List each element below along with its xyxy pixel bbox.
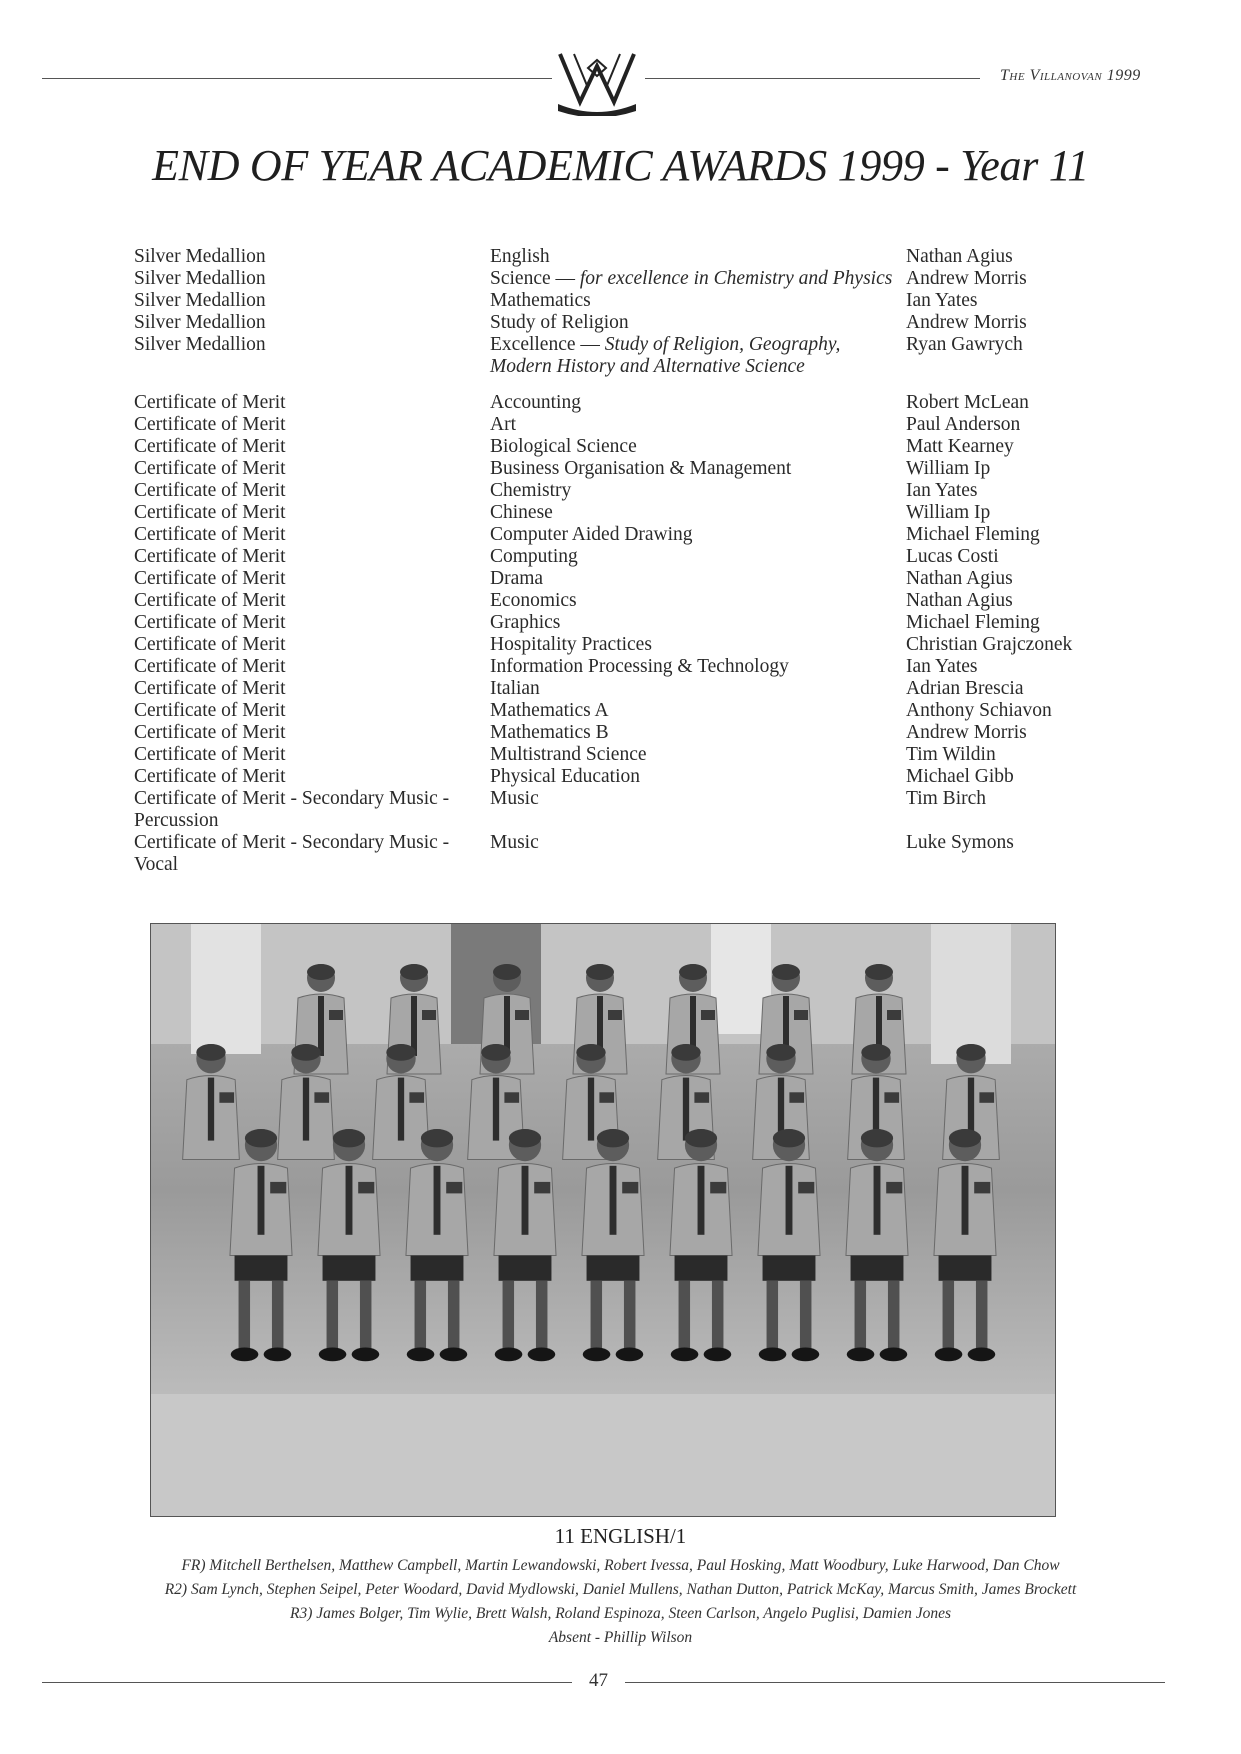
award-row [134, 678, 1144, 700]
award-recipient: Luke Symons [906, 832, 1014, 853]
award-subject [490, 766, 906, 788]
subject-name: Science — [490, 268, 580, 289]
school-crest-logo [552, 48, 642, 116]
award-subject [490, 590, 906, 612]
page-title: END OF YEAR ACADEMIC AWARDS 1999 - Year 11 [152, 141, 1089, 190]
award-type: Silver Medallion [134, 290, 266, 311]
subject-name: Physical Education [490, 766, 641, 787]
award-row [134, 590, 1144, 612]
award-type: Certificate of Merit [134, 612, 286, 633]
award-subject [490, 700, 906, 722]
award-row [134, 634, 1144, 656]
award-type: Certificate of Merit [134, 722, 286, 743]
subject-name: Mathematics A [490, 700, 609, 721]
award-row [134, 832, 1144, 876]
award-subject [490, 246, 906, 268]
award-subject [490, 546, 906, 568]
award-row [134, 568, 1144, 590]
award-subject [490, 568, 906, 590]
award-subject [490, 656, 906, 678]
award-recipient: Ian Yates [906, 480, 978, 501]
award-type: Certificate of Merit [134, 392, 286, 413]
award-subject [490, 788, 906, 832]
subject-name: Drama [490, 568, 544, 589]
subject-note: for excellence in Chemistry and Physics [579, 268, 893, 289]
award-row [134, 414, 1144, 436]
award-row [134, 744, 1144, 766]
award-row [134, 290, 1144, 312]
award-subject [490, 392, 906, 414]
subject-name: Italian [490, 678, 540, 699]
subject-name: Business Organisation & Management [490, 458, 792, 479]
award-row [134, 334, 1144, 378]
award-recipient: Andrew Morris [906, 722, 1027, 743]
award-recipient: Tim Wildin [906, 744, 996, 765]
award-recipient: William Ip [906, 502, 991, 523]
award-row [134, 766, 1144, 788]
award-recipient: Nathan Agius [906, 590, 1013, 611]
subject-name: Art [490, 414, 516, 435]
award-type: Silver Medallion [134, 312, 266, 333]
subject-name: Economics [490, 590, 577, 611]
award-row [134, 700, 1144, 722]
award-row [134, 502, 1144, 524]
award-subject [490, 502, 906, 524]
subject-name: Study of Religion [490, 312, 629, 333]
caption-line: FR) Mitchell Berthelsen, Matthew Campbell, Martin Lewandowski, Robert Ivessa, Paul Hosking, Matt Woodbury, Luke Harwood, Dan Chow [181, 1557, 1060, 1574]
award-type: Silver Medallion [134, 334, 266, 355]
footer-rule-right [625, 1682, 1165, 1683]
award-type: Certificate of Merit [134, 458, 286, 479]
award-subject [490, 744, 906, 766]
award-type: Certificate of Merit - Secondary Music - Vocal [134, 832, 450, 875]
subject-name: Computer Aided Drawing [490, 524, 693, 545]
award-subject [490, 722, 906, 744]
running-head: The Villanovan 1999 [1000, 67, 1141, 84]
award-subject [490, 312, 906, 334]
award-type: Certificate of Merit [134, 414, 286, 435]
caption-line: R3) James Bolger, Tim Wylie, Brett Walsh, Roland Espinoza, Steen Carlson, Angelo Puglisi, Damien Jones [290, 1605, 951, 1622]
subject-name: Biological Science [490, 436, 637, 457]
award-recipient: Andrew Morris [906, 268, 1027, 289]
award-subject [490, 458, 906, 480]
award-subject [490, 414, 906, 436]
subject-name: Accounting [490, 392, 581, 413]
award-subject [490, 290, 906, 312]
subject-name: Chemistry [490, 480, 572, 501]
subject-name: Chinese [490, 502, 553, 523]
award-type: Certificate of Merit [134, 766, 286, 787]
award-type: Certificate of Merit [134, 480, 286, 501]
subject-name: Music [490, 832, 539, 853]
footer-rule-left [42, 1682, 572, 1683]
award-row [134, 656, 1144, 678]
award-recipient: Lucas Costi [906, 546, 999, 567]
award-row [134, 480, 1144, 502]
award-type: Certificate of Merit [134, 634, 286, 655]
award-recipient: Christian Grajczonek [906, 634, 1073, 655]
award-type: Certificate of Merit [134, 700, 286, 721]
award-row [134, 722, 1144, 744]
award-subject [490, 268, 906, 290]
award-subject [490, 436, 906, 458]
award-subject [490, 634, 906, 656]
award-row [134, 788, 1144, 832]
award-type: Certificate of Merit [134, 546, 286, 567]
subject-name: Music [490, 788, 539, 809]
award-row [134, 312, 1144, 334]
award-recipient: Michael Fleming [906, 524, 1040, 545]
header-rule-left [42, 78, 552, 79]
caption-line: Absent - Phillip Wilson [548, 1629, 693, 1646]
caption-line: R2) Sam Lynch, Stephen Seipel, Peter Woodard, David Mydlowski, Daniel Mullens, Nathan Dutton, Patrick McKay, Marcus Smith, James Brockett [164, 1581, 1077, 1598]
award-type: Certificate of Merit [134, 678, 286, 699]
award-row [134, 268, 1144, 290]
award-row [134, 546, 1144, 568]
award-type: Silver Medallion [134, 268, 266, 289]
award-recipient: Paul Anderson [906, 414, 1021, 435]
award-row [134, 458, 1144, 480]
award-recipient: Nathan Agius [906, 568, 1013, 589]
photo-caption [0, 1554, 1241, 1650]
header-rule-right [645, 78, 980, 79]
subject-note: Study of Religion, Geography, Modern History and Alternative Science [490, 334, 841, 377]
award-recipient: Andrew Morris [906, 312, 1027, 333]
subject-name: Mathematics B [490, 722, 609, 743]
award-type: Certificate of Merit [134, 744, 286, 765]
subject-name: Multistrand Science [490, 744, 647, 765]
award-recipient: Robert McLean [906, 392, 1029, 413]
award-type: Certificate of Merit [134, 590, 286, 611]
award-subject [490, 678, 906, 700]
award-type: Certificate of Merit - Secondary Music - Percussion [134, 788, 450, 831]
subject-name: Graphics [490, 612, 561, 633]
award-type: Certificate of Merit [134, 568, 286, 589]
award-recipient: Michael Fleming [906, 612, 1040, 633]
award-recipient: Adrian Brescia [906, 678, 1024, 699]
award-subject [490, 524, 906, 546]
award-row [134, 392, 1144, 414]
award-type: Certificate of Merit [134, 524, 286, 545]
award-row [134, 436, 1144, 458]
subject-name: Excellence — [490, 334, 605, 355]
subject-name: Information Processing & Technology [490, 656, 789, 677]
award-type: Certificate of Merit [134, 502, 286, 523]
award-subject [490, 612, 906, 634]
subject-name: Hospitality Practices [490, 634, 652, 655]
award-row [134, 246, 1144, 268]
photo-title: 11 ENGLISH/1 [554, 1524, 687, 1548]
award-subject [490, 334, 906, 378]
award-recipient: Ian Yates [906, 290, 978, 311]
award-recipient: Matt Kearney [906, 436, 1014, 457]
award-row [134, 612, 1144, 634]
award-recipient: Nathan Agius [906, 246, 1013, 267]
award-subject [490, 480, 906, 502]
award-type: Certificate of Merit [134, 656, 286, 677]
award-recipient: Anthony Schiavon [906, 700, 1052, 721]
class-photo-illustration [151, 924, 1055, 1516]
award-recipient: Michael Gibb [906, 766, 1014, 787]
subject-name: Computing [490, 546, 578, 567]
class-photo [150, 923, 1056, 1517]
subject-name: Mathematics [490, 290, 591, 311]
award-recipient: Ryan Gawrych [906, 334, 1023, 355]
subject-name: English [490, 246, 550, 267]
award-recipient: William Ip [906, 458, 991, 479]
award-recipient: Ian Yates [906, 656, 978, 677]
award-type: Certificate of Merit [134, 436, 286, 457]
award-type: Silver Medallion [134, 246, 266, 267]
page-number: 47 [589, 1670, 608, 1691]
awards-table [134, 246, 1144, 876]
award-row [134, 524, 1144, 546]
award-recipient: Tim Birch [906, 788, 987, 809]
award-subject [490, 832, 906, 876]
